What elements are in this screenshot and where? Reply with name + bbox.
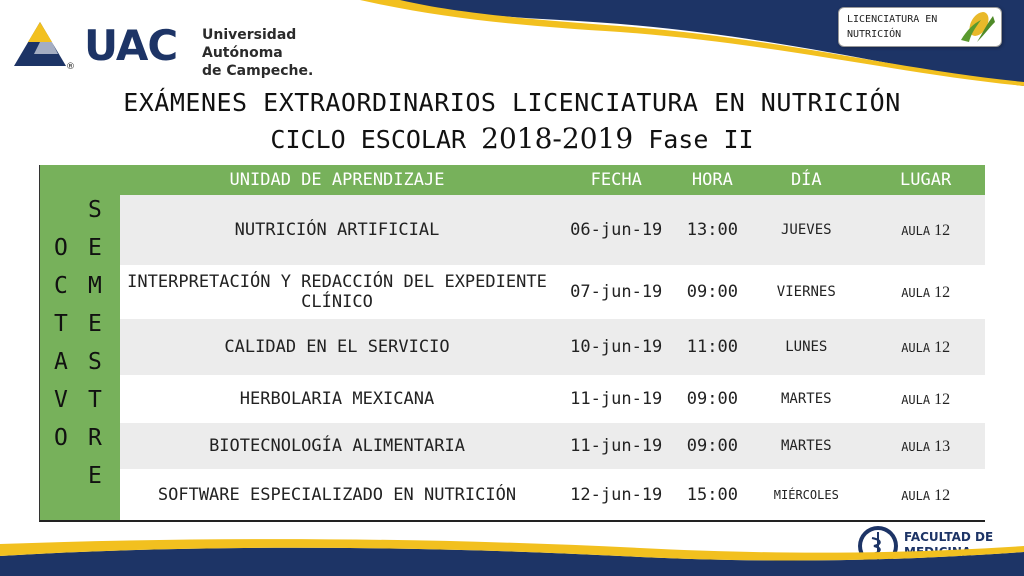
table-row xyxy=(120,265,985,319)
cell-place xyxy=(866,195,985,265)
side-letter: E xyxy=(88,463,102,489)
table-row xyxy=(120,469,985,521)
side-letter: O xyxy=(54,425,68,451)
cell-unit: SOFTWARE ESPECIALIZADO EN NUTRICIÓN xyxy=(120,469,554,521)
cell-unit: HERBOLARIA MEXICANA xyxy=(120,375,554,423)
cell-date: 07-jun-19 xyxy=(554,265,678,319)
place-label: AULA xyxy=(901,440,931,454)
table-row xyxy=(120,375,985,423)
place-number: 12 xyxy=(934,222,951,239)
badge-line1: LICENCIATURA EN xyxy=(847,14,938,25)
place-number: 12 xyxy=(934,339,951,356)
octavo-vertical-label xyxy=(54,229,68,457)
cell-unit: NUTRICIÓN ARTIFICIAL xyxy=(120,195,554,265)
cell-date: 10-jun-19 xyxy=(554,319,678,375)
side-letter: T xyxy=(88,387,102,413)
side-letter: C xyxy=(54,273,68,299)
cell-day: VIERNES xyxy=(746,265,866,319)
cell-unit: CALIDAD EN EL SERVICIO xyxy=(120,319,554,375)
cell-place xyxy=(866,469,985,521)
exam-schedule-table xyxy=(120,165,985,522)
place-number: 12 xyxy=(934,486,951,504)
col-header-day: DÍA xyxy=(746,165,866,195)
place-label: AULA xyxy=(901,393,931,407)
semestre-vertical-label xyxy=(88,191,102,495)
side-letter: E xyxy=(88,311,102,337)
badge-line2: NUTRICIÓN xyxy=(847,29,902,40)
program-badge xyxy=(838,7,1002,47)
school-year: 2018-2019 xyxy=(481,122,634,155)
cell-time: 15:00 xyxy=(678,469,746,521)
col-header-time: HORA xyxy=(678,165,746,195)
side-letter: M xyxy=(88,273,102,299)
cell-time: 11:00 xyxy=(678,319,746,375)
cell-day: MARTES xyxy=(746,423,866,469)
faculty-logo: FACULTAD DE xyxy=(856,524,1006,568)
side-letter: O xyxy=(54,235,68,261)
side-letter: R xyxy=(88,425,102,451)
cell-place xyxy=(866,319,985,375)
place-label: AULA xyxy=(901,488,931,503)
side-letter: V xyxy=(54,387,68,413)
university-name: Universidad Autónoma de Campeche. xyxy=(202,27,314,79)
side-letter: T xyxy=(54,311,68,337)
mountain-logo-icon xyxy=(12,20,68,70)
table-row xyxy=(120,319,985,375)
side-letter: A xyxy=(54,349,68,375)
table-header-row xyxy=(120,165,985,195)
cell-date: 11-jun-19 xyxy=(554,423,678,469)
page-subtitle: CICLO ESCOLAR 2018-2019 Fase II xyxy=(270,122,754,155)
table-row xyxy=(120,195,985,265)
cell-date: 06-jun-19 xyxy=(554,195,678,265)
table-row xyxy=(120,423,985,469)
place-label: AULA xyxy=(901,286,931,300)
page-title: EXÁMENES EXTRAORDINARIOS LICENCIATURA EN NUTRICIÓN xyxy=(123,88,901,117)
corn-icon xyxy=(957,10,997,44)
place-label: AULA xyxy=(901,341,931,355)
side-letter: S xyxy=(88,349,102,375)
cell-time: 09:00 xyxy=(678,423,746,469)
col-header-place: LUGAR xyxy=(866,165,985,195)
cell-unit: BIOTECNOLOGÍA ALIMENTARIA xyxy=(120,423,554,469)
place-number: 12 xyxy=(934,391,951,408)
cell-time: 09:00 xyxy=(678,265,746,319)
cell-place xyxy=(866,423,985,469)
cell-day: MIÉRCOLES xyxy=(746,469,866,521)
semester-label-column xyxy=(39,165,121,522)
cell-time: 13:00 xyxy=(678,195,746,265)
side-letter: S xyxy=(88,197,102,223)
place-label: AULA xyxy=(901,224,931,238)
cell-date: 11-jun-19 xyxy=(554,375,678,423)
cell-unit: INTERPRETACIÓN Y REDACCIÓN DEL EXPEDIENTE CLÍNICO xyxy=(120,265,554,319)
cell-date: 12-jun-19 xyxy=(554,469,678,521)
side-letter: E xyxy=(88,235,102,261)
place-number: 12 xyxy=(934,284,951,301)
place-number: 13 xyxy=(934,438,951,455)
logo-text: UAC xyxy=(84,21,178,70)
col-header-date: FECHA xyxy=(554,165,678,195)
cell-place xyxy=(866,265,985,319)
cell-day: JUEVES xyxy=(746,195,866,265)
cell-day: LUNES xyxy=(746,319,866,375)
col-header-unit: UNIDAD DE APRENDIZAJE xyxy=(120,165,554,195)
uac-logo xyxy=(12,18,372,79)
footer-band xyxy=(0,516,1024,576)
cell-time: 09:00 xyxy=(678,375,746,423)
registered-mark: ® xyxy=(66,62,75,72)
cell-place xyxy=(866,375,985,423)
cell-day: MARTES xyxy=(746,375,866,423)
